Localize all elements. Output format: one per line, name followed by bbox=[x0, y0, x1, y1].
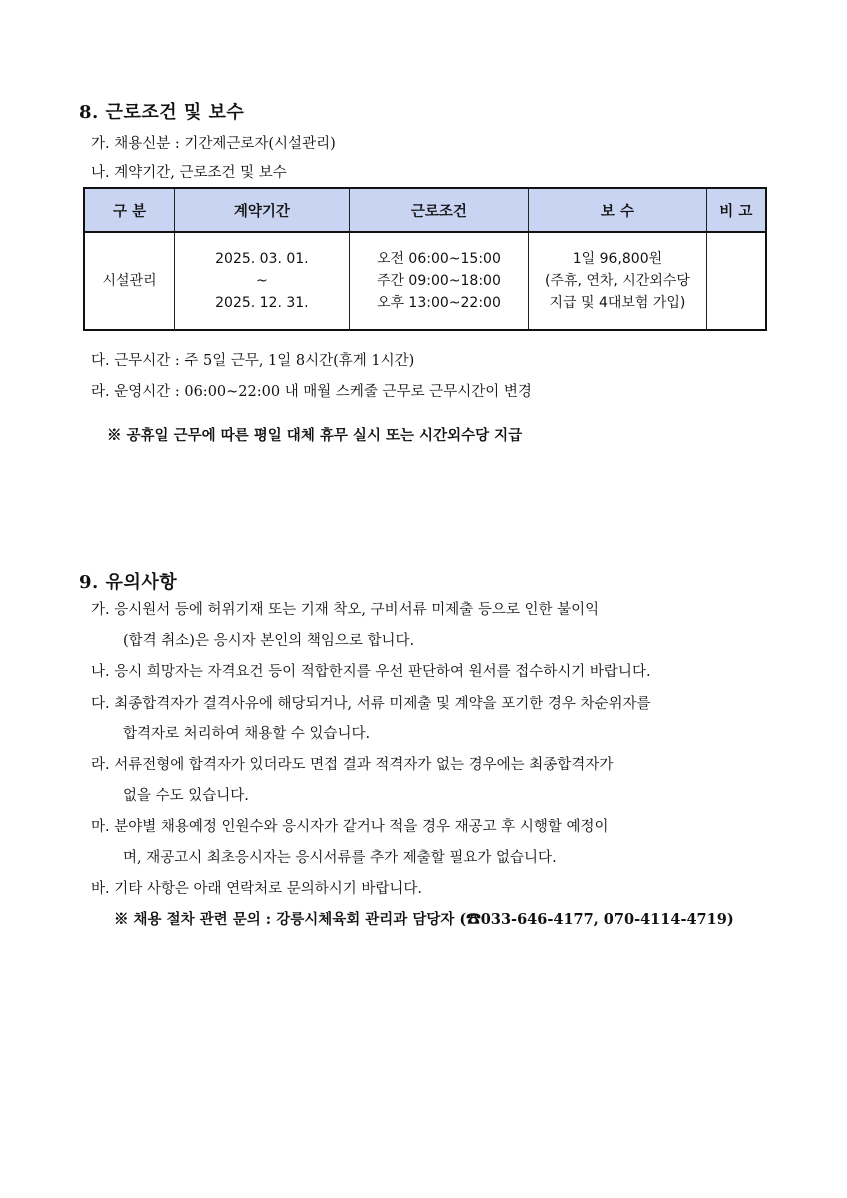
section8-title: 8. 근로조건 및 보수 bbox=[79, 102, 245, 123]
section9-line-7: 없을 수도 있습니다. bbox=[123, 788, 249, 804]
section9-line-1: 가. 응시원서 등에 허위기재 또는 기재 착오, 구비서류 미제출 등으로 인한 불이익 bbox=[91, 602, 600, 618]
work-conditions-table bbox=[83, 187, 767, 331]
cell-period bbox=[175, 232, 349, 330]
pay-line-2: (주휴, 연차, 시간외수당 bbox=[544, 273, 690, 289]
period-end: 2025. 12. 31. bbox=[215, 295, 309, 311]
shift-afternoon: 오후 13:00~22:00 bbox=[376, 295, 501, 311]
shift-day: 주간 09:00~18:00 bbox=[376, 273, 501, 289]
period-sep: ~ bbox=[256, 273, 268, 289]
section9-contact: ※ 채용 절차 관련 문의 : 강릉시체육회 관리과 담당자 (☎033-646-4177, 070-4114-4719) bbox=[114, 911, 734, 928]
table-header-row bbox=[84, 188, 766, 232]
header-conditions: 근로조건 bbox=[349, 188, 529, 232]
section9-line-2: (합격 취소)은 응시자 본인의 책임으로 합니다. bbox=[123, 633, 415, 649]
table-row bbox=[84, 232, 766, 330]
section9-line-6: 라. 서류전형에 합격자가 있더라도 면접 결과 적격자가 없는 경우에는 최종합격자가 bbox=[91, 757, 614, 773]
section8-item-da: 다. 근무시간 : 주 5일 근무, 1일 8시간(휴게 1시간) bbox=[91, 353, 415, 369]
section9-line-8: 마. 분야별 채용예정 인원수와 응시자가 같거나 적을 경우 재공고 후 시행할 예정이 bbox=[91, 819, 609, 835]
section9-title: 9. 유의사항 bbox=[79, 572, 178, 593]
shift-morning: 오전 06:00~15:00 bbox=[376, 251, 501, 267]
cell-pay bbox=[529, 232, 706, 330]
section8-item-ga: 가. 채용신분 : 기간제근로자(시설관리) bbox=[91, 136, 336, 152]
pay-line-1: 1일 96,800원 bbox=[572, 251, 663, 267]
section9-line-4: 다. 최종합격자가 결격사유에 해당되거나, 서류 미제출 및 계약을 포기한 경우 차순위자를 bbox=[91, 696, 651, 712]
cell-category: 시설관리 bbox=[84, 232, 175, 330]
section8-item-ra: 라. 운영시간 : 06:00~22:00 내 매월 스케줄 근무로 근무시간이 변경 bbox=[91, 384, 532, 400]
header-note: 비 고 bbox=[706, 188, 766, 232]
section9-line-5: 합격자로 처리하여 채용할 수 있습니다. bbox=[123, 726, 371, 742]
section9-line-10: 바. 기타 사항은 아래 연락처로 문의하시기 바랍니다. bbox=[91, 881, 423, 897]
cell-note bbox=[706, 232, 766, 330]
section8-item-na: 나. 계약기간, 근로조건 및 보수 bbox=[91, 165, 287, 181]
cell-conditions bbox=[349, 232, 529, 330]
section9-line-3: 나. 응시 희망자는 자격요건 등이 적합한지를 우선 판단하여 원서를 접수하시기 바랍니다. bbox=[91, 664, 651, 680]
period-start: 2025. 03. 01. bbox=[215, 251, 309, 267]
header-period: 계약기간 bbox=[175, 188, 349, 232]
header-category: 구 분 bbox=[84, 188, 175, 232]
header-pay: 보 수 bbox=[529, 188, 706, 232]
pay-line-3: 지급 및 4대보험 가입) bbox=[549, 295, 686, 311]
section9-line-9: 며, 재공고시 최초응시자는 응시서류를 추가 제출할 필요가 없습니다. bbox=[123, 850, 557, 866]
section8-note: ※ 공휴일 근무에 따른 평일 대체 휴무 실시 또는 시간외수당 지급 bbox=[107, 427, 523, 444]
